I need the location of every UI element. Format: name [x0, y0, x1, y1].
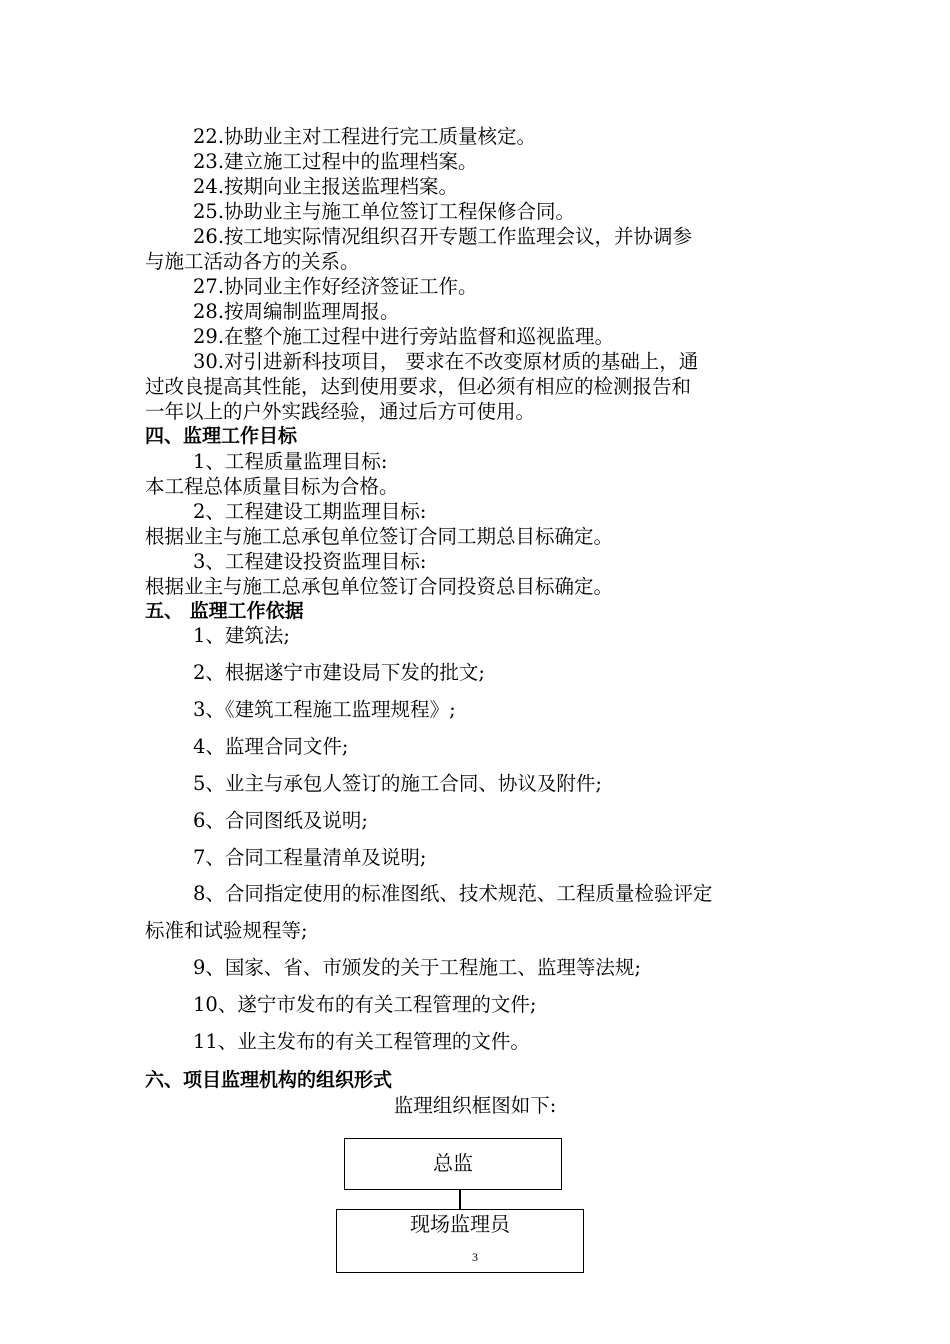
- org-box-chief: [344, 1138, 562, 1190]
- list-item: 10、遂宁市发布的有关工程管理的文件;: [193, 993, 537, 1016]
- list-item: 2、根据遂宁市建设局下发的批文;: [193, 661, 485, 684]
- list-item: 8、合同指定使用的标准图纸、技术规范、工程质量检验评定: [193, 882, 713, 905]
- org-box-chief-label: 总监: [433, 1151, 473, 1175]
- list-item: 29.在整个施工过程中进行旁站监督和巡视监理。: [193, 325, 615, 348]
- list-item: 1、建筑法;: [193, 624, 290, 647]
- subheading: 2、工程建设工期监理目标:: [193, 500, 427, 523]
- subheading: 3、工程建设投资监理目标:: [193, 550, 427, 573]
- list-item: 9、国家、省、市颁发的关于工程施工、监理等法规;: [193, 956, 641, 979]
- subheading: 1、工程质量监理目标:: [193, 450, 388, 473]
- list-item: 30.对引进新科技项目， 要求在不改变原材质的基础上，通: [193, 350, 699, 373]
- section-heading: 五、 监理工作依据: [145, 600, 304, 622]
- page-number: 3: [472, 1250, 478, 1264]
- list-item: 3、《建筑工程施工监理规程》;: [193, 698, 456, 721]
- list-item: 11、业主发布的有关工程管理的文件。: [193, 1030, 530, 1053]
- section-heading: 六、项目监理机构的组织形式: [145, 1069, 393, 1091]
- org-box-site-supervisor-label: 现场监理员: [410, 1212, 510, 1236]
- list-item: 7、合同工程量清单及说明;: [193, 846, 427, 869]
- list-item-continuation: 标准和试验规程等;: [145, 919, 308, 942]
- list-item: 4、监理合同文件;: [193, 735, 349, 758]
- list-item-continuation: 过改良提高其性能，达到使用要求，但必须有相应的检测报告和: [145, 375, 692, 398]
- paragraph: 本工程总体质量目标为合格。: [145, 475, 399, 498]
- list-item-continuation: 一年以上的户外实践经验，通过后方可使用。: [145, 400, 536, 423]
- chart-intro: 监理组织框图如下:: [393, 1094, 557, 1117]
- list-item: 28.按周编制监理周报。: [193, 300, 400, 323]
- paragraph: 根据业主与施工总承包单位签订合同工期总目标确定。: [145, 525, 614, 548]
- list-item: 27.协同业主作好经济签证工作。: [193, 275, 478, 298]
- list-item: 24.按期向业主报送监理档案。: [193, 175, 459, 198]
- list-item: 5、业主与承包人签订的施工合同、协议及附件;: [193, 772, 602, 795]
- list-item: 26.按工地实际情况组织召开专题工作监理会议，并协调参: [193, 225, 693, 248]
- list-item: 22.协助业主对工程进行完工质量核定。: [193, 125, 537, 148]
- list-item-continuation: 与施工活动各方的关系。: [145, 250, 360, 273]
- paragraph: 根据业主与施工总承包单位签订合同投资总目标确定。: [145, 575, 614, 598]
- list-item: 25.协助业主与施工单位签订工程保修合同。: [193, 200, 576, 223]
- section-heading: 四、监理工作目标: [145, 425, 298, 447]
- list-item: 23.建立施工过程中的监理档案。: [193, 150, 478, 173]
- list-item: 6、合同图纸及说明;: [193, 809, 368, 832]
